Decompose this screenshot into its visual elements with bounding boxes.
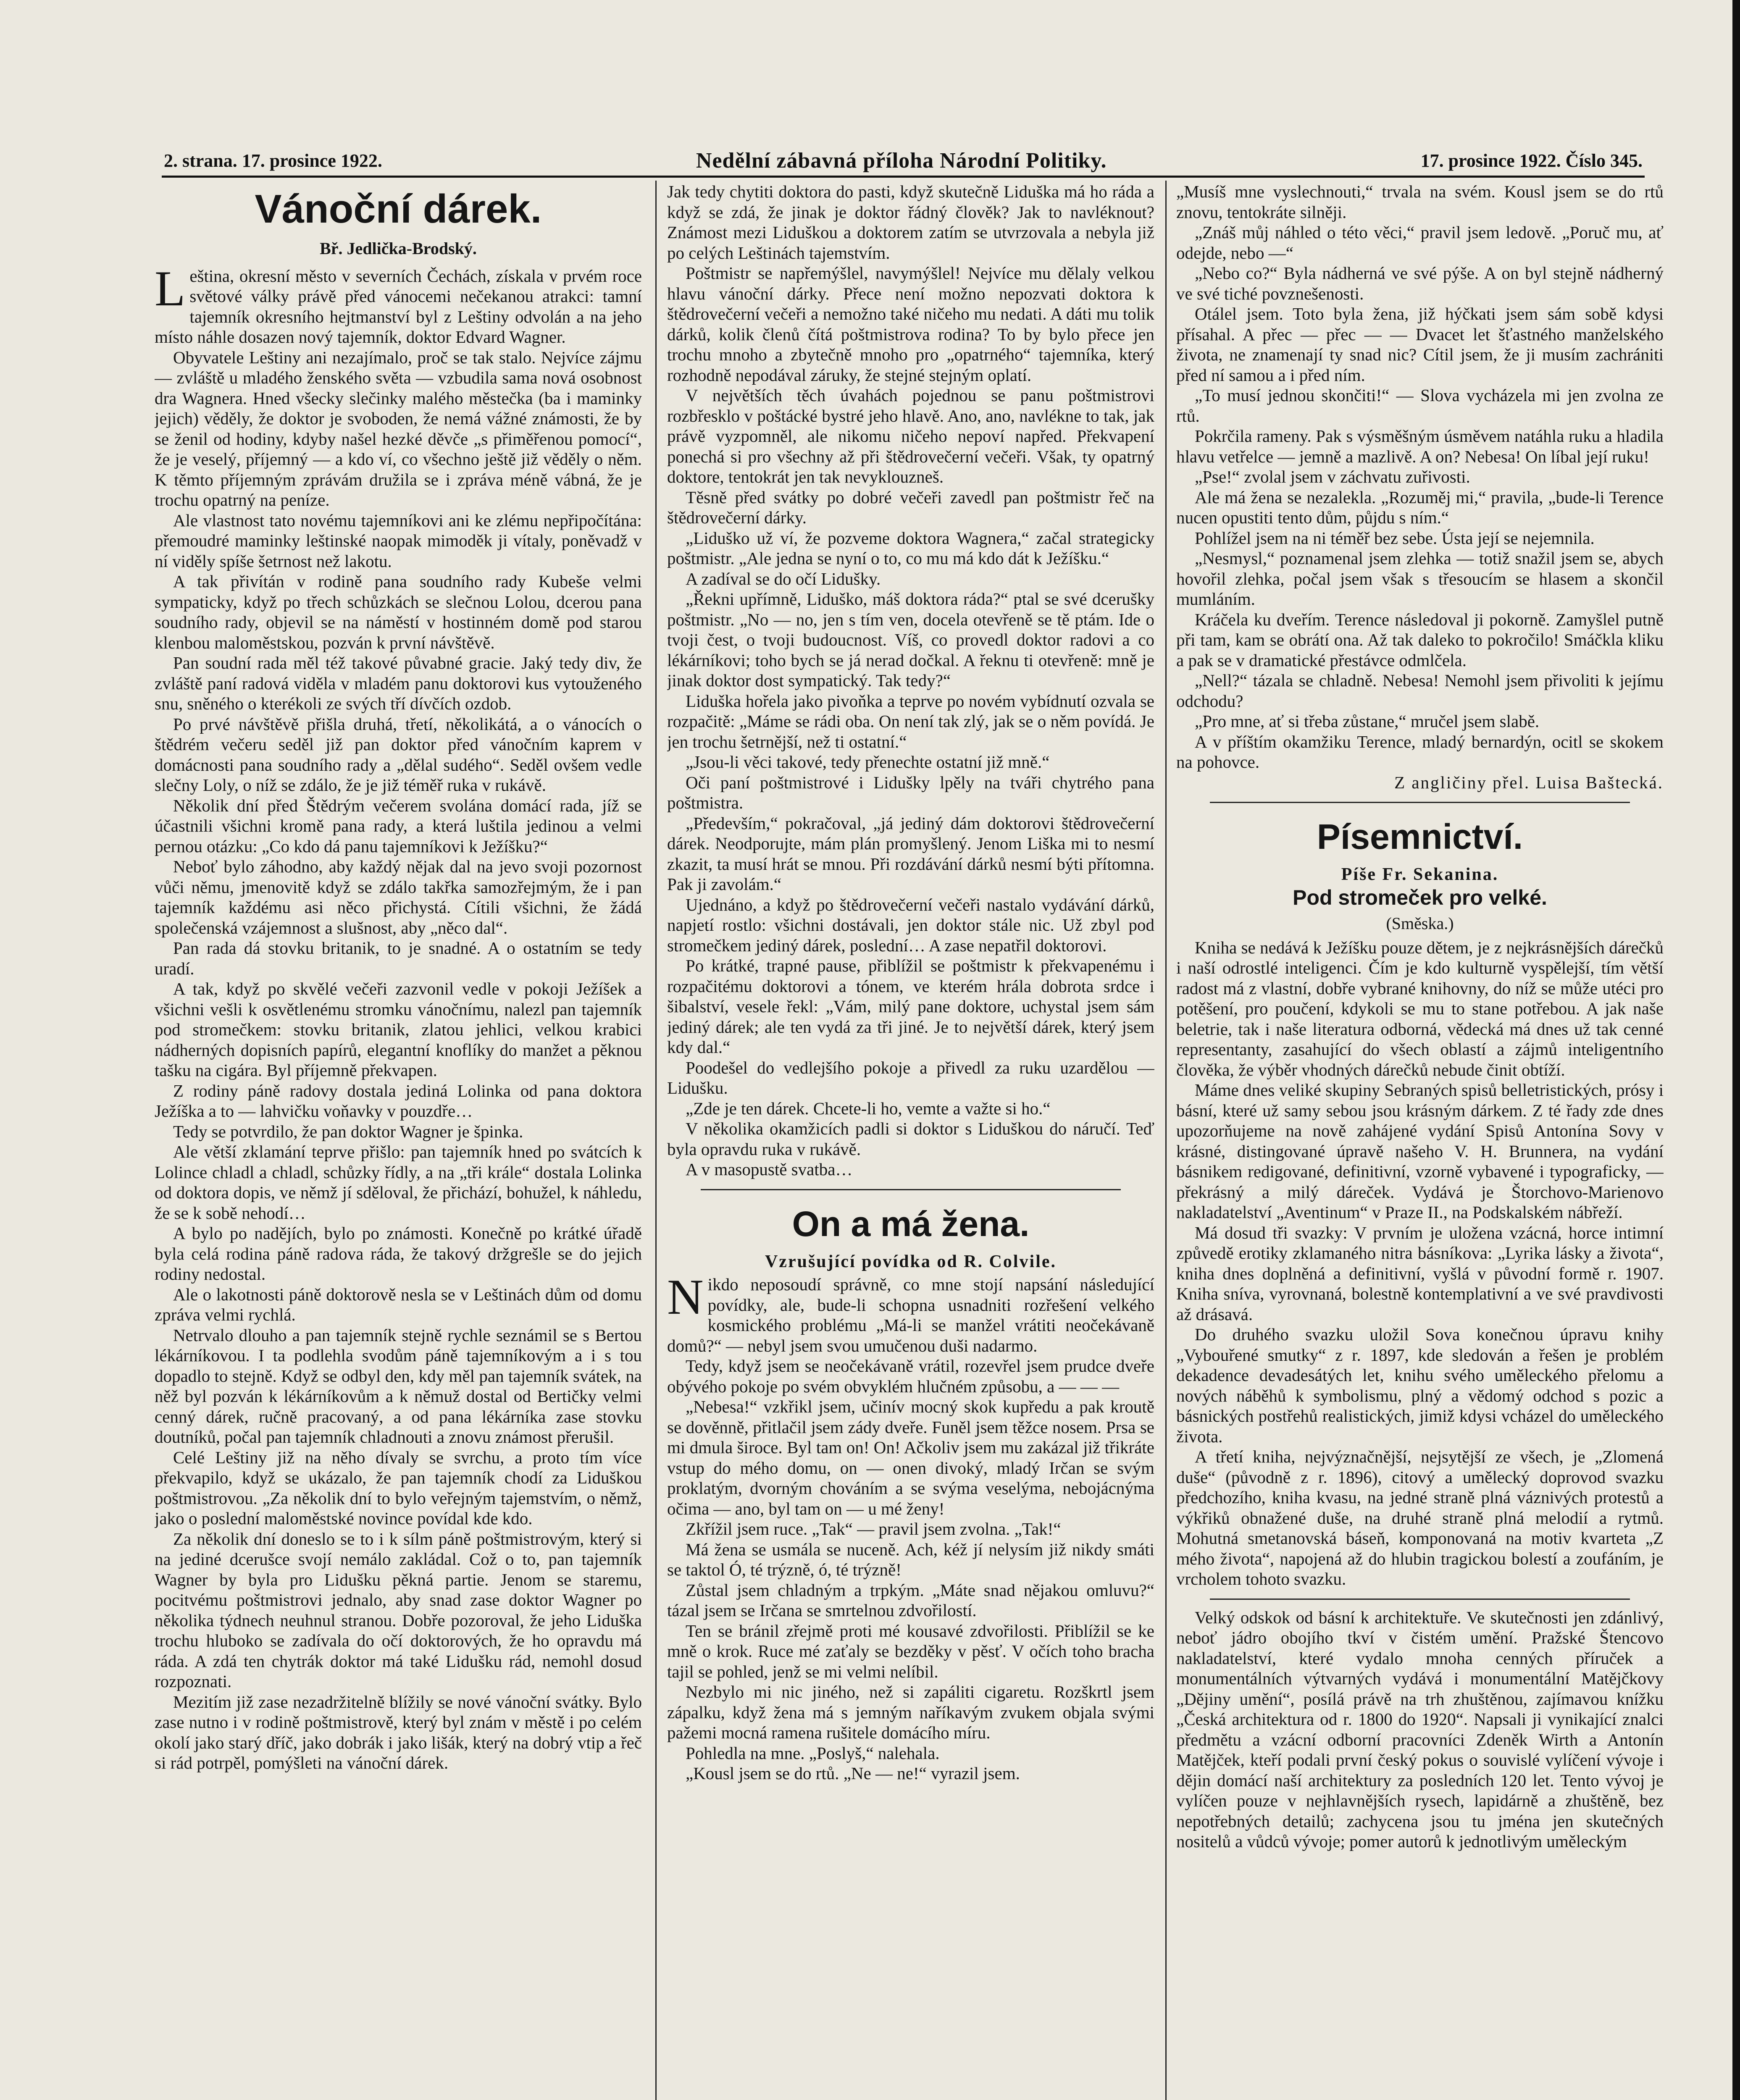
article-paragraph: Kráčela ku dveřím. Terence následoval ji pokorně. Zamyšlel putně při tam, kam se obrátí ona. Až tak daleko to pokročilo! Smáčkla kliku a pak se v dramatické přestávce odmlčela. bbox=[1176, 609, 1664, 670]
article-paragraph: Nezbylo mi nic jiného, než si zapáliti cigaretu. Rozškrtl jsem zápalku, když žena má s jemným naříkavým zvukem objala svými pažemi mocná ramena rušitele domácího míru. bbox=[667, 1682, 1154, 1742]
article-paragraph: Máme dnes veliké skupiny Sebraných spisů belletristických, prósy i básní, které už samy sebou jsou krásným dárkem. Z té řady zde dnes upozorňujeme na nově zahájené vydání Spisů Antonína Sovy v krásné, distingované úpravě našeho V. H. Brunnera, na vydání básnikem redigované, definitivní, vzorně vybavené i typograficky, — překrásný a milý dáreček. Vydává je Štorchovo-Marienovo nakladatelství „Aventinum“ v Praze II., na Podskalském nábřeží. bbox=[1176, 1080, 1664, 1222]
article-paragraph: Ale o lakotnosti páně doktorově nesla se v Leštinách dům od domu zpráva velmi rychlá. bbox=[155, 1284, 642, 1324]
article-paragraph: A v příštím okamžiku Terence, mladý bernardýn, ocitl se skokem na pohovce. bbox=[1176, 732, 1664, 772]
article-paragraph: Několik dní před Štědrým večerem svolána domácí rada, jíž se účastnili všichni kromě pana rady, a která luštila jedinou a velmi pernou otázku: „Co kdo dá panu tajemníkovi k Ježíšku?“ bbox=[155, 795, 642, 856]
article-paragraph: „Kousl jsem se do rtů. „Ne — ne!“ vyrazil jsem. bbox=[686, 1764, 1020, 1783]
article-paragraph: A v masopustě svatba… bbox=[686, 1160, 853, 1179]
article-paragraph: „Liduško už ví, že pozveme doktora Wagnera,“ začal strategicky poštmistr. „Ale jedna se nyní o to, co mu má kdo dát k Ježíšku.“ bbox=[667, 528, 1154, 568]
section-note: (Směska.) bbox=[1386, 914, 1454, 933]
article-paragraph: Jak tedy chytiti doktora do pasti, když skutečně Liduška má ho ráda a když se zdá, že jinak je doktor řádný člověk? Jak to navléknout? Známost mezi Liduškou a doktorem zatím se utvrzovala a nebyla již po celých Leštinách tajemstvím. bbox=[667, 182, 1154, 262]
translator-signature: Z angličiny přel. Luisa Baštecká. bbox=[1394, 772, 1664, 792]
column-divider bbox=[1165, 181, 1167, 2100]
article-paragraph: Pan rada dá stovku britanik, to je snadné. A o ostatním se tedy uradí. bbox=[155, 938, 642, 978]
article-paragraph: „Především,“ pokračoval, „já jediný dám doktorovi štědrovečerní dárek. Neodporujte, mám plán promyšlený. Jenom Liška mi to nesmí zkazit, ta musí hrát se mnou. Při rozdávání dárků nesmí býti přítomna. Pak ji zavolám.“ bbox=[667, 813, 1154, 894]
article-paragraph: Liduška hořela jako pivoňka a teprve po novém vybídnutí ozvala se rozpačitě: „Máme se rádi oba. On není tak zlý, jak se o něm povídá. Je jen trochu šetrnější, než ti ostatní.“ bbox=[667, 691, 1154, 751]
article-paragraph: Do druhého svazku uložil Sova konečnou úpravu knihy „Vybouřené smutky“ z r. 1897, kde sledován a řešen je problém dekadence devadesátých let, knihu svého uměleckého přelomu a nových náběhů k symbolismu, plný a vědomý odchod s pozic a básnických postřehů realistických, jimiž kdysi vcházel do uměleckého života. bbox=[1176, 1325, 1664, 1446]
article-paragraph: Tedy se potvrdilo, že pan doktor Wagner je špinka. bbox=[173, 1121, 523, 1141]
article-paragraph: Pokrčila rameny. Pak s výsměšným úsměvem natáhla ruku a hladila hlavu vetřelce — jemně a mazlivě. A on? Nebesa! On líbal její ruku! bbox=[1176, 426, 1664, 466]
header-right: 17. prosince 1922. Číslo 345. bbox=[1420, 150, 1643, 171]
column-divider bbox=[655, 181, 657, 2100]
article-paragraph: Zůstal jsem chladným a trpkým. „Máte snad nějakou omluvu?“ tázal jsem se Irčana se smrtelnou zdvořilostí. bbox=[667, 1580, 1154, 1620]
drop-cap: L bbox=[155, 260, 186, 316]
story-title: On a má žena. bbox=[792, 1204, 1030, 1244]
article-paragraph: Leština, okresní město v severních Čechách, získala v prvém roce světové války právě před vánocemi nečekanou atrakci: tamní tajemník okresního hejtmanství byl z Leštiny odvolán a na jeho místo náhle dosazen nový tajemník, doktor Edvard Wagner. bbox=[155, 260, 642, 346]
article-paragraph: Obyvatele Leštiny ani nezajímalo, proč se tak stalo. Nejvíce zájmu — zvláště u mladého ženského světa — vzbudila sama nová osobnost dra Wagnera. Hned všecky slečinky malého městečka (ba i maminky jejich) věděly, že doktor je svoboden, že nemá vážné známosti, že by se ženil od hodiny, kdyby našel hezké děvče „s přiměřenou pomocí“, že je veselý, příjemný — a kdo ví, co všechno ještě již věděly o něm. K těmto příjemným zprávám družila se i zpráva méně vábná, že je trochu opatrný na peníze. bbox=[155, 347, 642, 509]
article-paragraph: A tak přivítán v rodině pana soudního rady Kubeše velmi sympaticky, když po třech schůzkách se slečnou Lolou, dcerou pana soudního rady, objevil se na náměstí v hostinném domě pod starou klenbou maloměstskou, pozván k první návštěvě. bbox=[155, 572, 642, 652]
article-paragraph: Má žena se usmála se nuceně. Ach, kéž jí nelysím již nikdy smáti se taktol Ó, té trýzně, ó, té trýzně! bbox=[667, 1539, 1154, 1579]
drop-cap: N bbox=[667, 1269, 704, 1325]
article-paragraph: „Nesmysl,“ poznamenal jsem zlehka — totiž snažil jsem se, abych hovořil zlehka, počal jsem však s třesoucím se hlasem a skončil mumláním. bbox=[1176, 549, 1664, 609]
article-paragraph: A tak, když po skvělé večeři zazvonil vedle v pokoji Ježíšek a všichni vešli k osvětlenému stromku vánočnímu, nalezl pan tajemník pod stromečkem: stovku britanik, zlatou jehlici, velkou krabici nádherných dopisních papírů, elegantní knoflíky do manžet a pěknou tašku na cigára. Byl příjemně překvapen. bbox=[155, 979, 642, 1080]
section-subtitle: Pod stromeček pro velké. bbox=[1293, 885, 1547, 909]
story-subtitle: Vzrušující povídka od R. Colvile. bbox=[765, 1252, 1057, 1271]
article-paragraph: Pohledla na mne. „Poslyš,“ nalehala. bbox=[686, 1743, 940, 1763]
column-1 bbox=[155, 181, 642, 2100]
article-paragraph: Má dosud tři svazky: V prvním je uložena vzácná, horce intimní způvedě erotiky zklamaného nitra básníkova: „Lyrika lásky a života“, kniha dnes doplněná a definitivní, vyšlá v původní formě r. 1907. Kniha sníva, vyrovnaná, bolestně kontemplativní a ve své pravdivosti až drásavá. bbox=[1176, 1223, 1664, 1324]
article-paragraph: „Musíš mne vyslechnouti,“ trvala na svém. Kousl jsem se do rtů znovu, tentokráte silněji. bbox=[1176, 182, 1664, 222]
article-paragraph: Oči paní poštmistrové i Lidušky lpěly na tváři chytrého pana poštmistra. bbox=[667, 772, 1154, 812]
article-paragraph: Pohlížel jsem na ni téměř bez sebe. Ústa její se nejemnila. bbox=[1195, 528, 1595, 548]
article-paragraph: Kniha se nedává k Ježíšku pouze dětem, je z nejkrásnějších dárečků i naší odrostlé inteligenci. Čím je kdo kulturně vyspělejší, tím větší radost má z vlastní, dobře vybrané knihovny, do níž se může utéci pro potěšení, pro poučení, kdykoli se mu to stane potřebou. A jak naše beletrie, tak i naše literatura odborná, vědecká má dnes už tak cenné representanty, zasahující do všech oblastí a zájmů inteligentního člověka, že výběr vhodných dárečků nebude činit obtíží. bbox=[1176, 937, 1664, 1079]
article-paragraph: Neboť bylo záhodno, aby každý nějak dal na jevo svoji pozornost vůči němu, jmenovitě když se zdálo takřka samozřejmým, že i pan tajemník každému asi něco přichystá. Cítili všichni, že žádá společenská vzájemnost a slušnost, aby „něco dal“. bbox=[155, 857, 642, 937]
article-paragraph: Těsně před svátky po dobré večeři zavedl pan poštmistr řeč na štědrovečerní dárky. bbox=[667, 487, 1154, 527]
article-paragraph: V několika okamžicích padli si doktor s Liduškou do náručí. Teď byla opravdu ruka v rukávě. bbox=[667, 1119, 1154, 1159]
article-paragraph: Netrvalo dlouho a pan tajemník stejně rychle seznámil se s Bertou lékárníkovou. I ta podlehla svodům páně tajemníkovým a i s tou dopadlo to stejně. Když se odbyl den, kdy měl pan tajemník svátek, na něž byl pozván k lékárníkovům a k němuž dostal od Bertičky velmi cenný dárek, ručně pracovaný, a od pana lékárníka zase stovku doutníků, počal pan tajemník chladnouti a znovu známost přerušil. bbox=[155, 1325, 642, 1446]
column-3 bbox=[1176, 181, 1664, 2100]
article-paragraph: „Pse!“ zvolal jsem v záchvatu zuřivosti. bbox=[1195, 467, 1470, 486]
article-paragraph: Pan soudní rada měl též takové půvabné gracie. Jaký tedy div, že zvláště paní radová viděla v mladém panu doktorovi kus vytouženého snu, sněného o kterékoli ze svých tří dívčích ozdob. bbox=[155, 653, 642, 713]
article-paragraph: „Nebo co?“ Byla nádherná ve své pýše. A on byl stejně nádherný ve své tiché povznešenosti. bbox=[1176, 263, 1664, 303]
article-paragraph: Ujednáno, a když po štědrovečerní večeři nastalo vydávání dárků, napjetí rostlo: všichni dostávali, jen doktor stále nic. Už zbyl pod stromečkem jediný dárek, poslední… A zase nepatřil doktorovi. bbox=[667, 895, 1154, 955]
article-paragraph: Ale má žena se nezalekla. „Rozuměj mi,“ pravila, „bude-li Terence nucen opustiti tento dům, půjdu s ním.“ bbox=[1176, 487, 1664, 527]
article-paragraph: Zkřížil jsem ruce. „Tak“ — pravil jsem zvolna. „Tak!“ bbox=[686, 1519, 1061, 1538]
article-title: Vánoční dárek. bbox=[255, 186, 542, 231]
article-paragraph: Za několik dní doneslo se to i k sílm páně poštmistrovým, který si na jediné dcerušce svojí nemálo zakládal. Což o to, pan tajemník Wagner by byla pro Lidušku pěkná partie. Jenom se staremu, pocitvému poštmistrovi jednalo, aby snad zase doktor Wagner po několika týdnech neuhnul stranou. Dobře pozoroval, že jeho Liduška trochu hluboko se zadívala do očí doktorových, že ho opravdu má ráda. A zdá ten chytrák doktor má také Lidušku rád, nemohl dosud rozpoznati. bbox=[155, 1529, 642, 1691]
article-byline: Bř. Jedlička-Brodský. bbox=[320, 239, 477, 258]
scan-border bbox=[1732, 0, 1740, 2100]
article-paragraph: „To musí jednou skončiti!“ — Slova vycházela mi jen zvolna ze rtů. bbox=[1176, 386, 1664, 425]
section-author: Píše Fr. Sekanina. bbox=[1341, 865, 1499, 884]
article-paragraph: Ale vlastnost tato novému tajemníkovi ani ke zlému nepřipočítána: přemoudré maminky leštinské naopak mimoděk ji vítaly, poněvadž v ní viděly spíše šetrnost než lakotu. bbox=[155, 510, 642, 571]
header-rule bbox=[162, 176, 1645, 178]
article-paragraph: A třetí kniha, nejvýznačnější, nejsytější ze všech, je „Zlomená duše“ (původně z r. 1896), citový a umělecký doprovod svazku předchozího, kniha kvasu, na jedné straně plná váznivých protestů a výkřiků obnažené duše, na druhé straně plná melodií a rytmů. Mohutná smetanovská báseň, komponovaná na motiv kvarteta „Z mého života“, napojená až do hlubin tragickou bolestí a zoufáním, je vrcholem tohoto svazku. bbox=[1176, 1447, 1664, 1588]
article-paragraph: Ten se bránil zřejmě proti mé kousavé zdvořilosti. Přiblížil se ke mně o krok. Ruce mé zaťaly se bezděky v pěsť. V očích toho bracha tajil se pohled, jenž se mi velmi nelíbil. bbox=[667, 1621, 1154, 1681]
article-paragraph: Celé Leštiny již na něho dívaly se svrchu, a proto tím více překvapilo, když se ukázalo, že pan tajemník chodí za Liduškou poštmistrovou. „Za několik dní to bylo veřejným tajemstvím, o němž, jako o poslední maloměstské novince povídal kde kdo. bbox=[155, 1447, 642, 1528]
article-paragraph: „Nell?“ tázala se chladně. Nebesa! Nemohl jsem přivoliti k jejímu odchodu? bbox=[1176, 671, 1664, 711]
article-paragraph: Poštmistr se napřemýšlel, navymýšlel! Nejvíce mu dělaly velkou hlavu vánoční dárky. Přece není možno nepozvati doktora k štědrovečerní večeři a nemožno také ničeho mu nedati. A dáti mu tolik dárků, kolik členů čítá poštmistrova rodina? To by bylo přece jen trochu mnoho a zbytečně mnoho pro „opatrného“ tajemníka, který rozhodně nepodával záruky, že stejné stejným oplatí. bbox=[667, 263, 1154, 385]
section-title: Písemnictví. bbox=[1317, 817, 1523, 856]
section-divider bbox=[1210, 802, 1630, 803]
section-divider bbox=[1210, 1599, 1630, 1600]
article-paragraph: Tedy, když jsem se neočekávaně vrátil, rozevřel jsem prudce dveře obývého pokoje po svém obvyklém hlučném způsobu, a — — — bbox=[667, 1356, 1154, 1396]
column-2 bbox=[667, 181, 1154, 2100]
header-masthead: Nedělní zábavná příloha Národní Politiky. bbox=[696, 148, 1107, 173]
article-paragraph: Nikdo neposoudí správně, co mne stojí napsání následující povídky, ale, bude-li schopna usnadniti rozřešení velkého kosmického problému „Má-li se manžel vrátiti neočekávaně domů?“ — nebyl jsem svou umučenou duši nadarmo. bbox=[667, 1269, 1154, 1355]
article-paragraph: „Zde je ten dárek. Chcete-li ho, vemte a važte si ho.“ bbox=[686, 1098, 1051, 1118]
article-paragraph: Velký odskok od básní k architektuře. Ve skutečnosti jen zdánlivý, neboť jádro obojího tkví v čistém umění. Pražské Štencovo nakladatelství, které vydalo mnoha cenných příruček a monumentálních výtvarných vydává i monumentální Matějčkovy „Dějiny umění“, posílá právě na trh zhuštěnou, zajímavou knížku „Česká architektura od r. 1800 do 1920“. Napsali ji vynikající znalci předmětu a vzácní odborní pracovníci Zdeněk Wirth a Antonín Matějček, kteří podali první český pokus o souvislé vylíčení vývoje i dějin domácí naší architektury za posledních 120 let. Tento vývoj je vylíčen pouze v nejhlavnějších rysech, lapidárně a zhuštěně, bez nepotřebných detailů; zachycena jsou tu jména jen skutečných nositelů a vůdců vývoje; pomer autorů k jednotlivým uměleckým bbox=[1176, 1607, 1664, 1851]
article-paragraph: „Nebesa!“ vzkřikl jsem, učinív mocný skok kupředu a pak kroutě se dověnně, přitlačil jsem zády dveře. Funěl jsem těžce nosem. Prsa se mi dmula široce. Byl tam on! On! Ačkoliv jsem mu zakázal již třikráte vstup do mého domu, on — onen divoký, mladý Irčan se svým proklatým, dvorným chováním a se svýma veselýma, nebojácnýma očima — ano, byl tam on — u mé ženy! bbox=[667, 1397, 1154, 1518]
article-paragraph: Ale větší zklamání teprve přišlo: pan tajemník hned po svátcích k Lolince chladl a chladl, schůzky řídly, a na „tři krále“ dostala Lolinka od doktora dopis, ve němž jí sděloval, že přichází, bohužel, k náhledu, že se k sobě nehodí… bbox=[155, 1142, 642, 1223]
article-paragraph: „Jsou-li věci takové, tedy přenechte ostatní již mně.“ bbox=[686, 752, 1050, 772]
page-header bbox=[164, 148, 1643, 173]
article-paragraph: Po krátké, trapné pause, přiblížil se poštmistr k překvapenému i rozpačitému doktorovi a tónem, ve kterém hrála dobrota srdce i šibalství, vesele řekl: „Vám, milý pane doktore, uchystal jsem sám jediný dárek; ale ten vydá za tři jiné. Je to největší dárek, který jsem kdy dal.“ bbox=[667, 956, 1154, 1057]
article-paragraph: Otálel jsem. Toto byla žena, již hýčkati jsem sám sobě kdysi přísahal. A přec — přec — — Dvacet let šťastného manželského života, ne znamenají ty snad nic? Cítil jsem, že ji musím zachrániti před ní samou a i před ním. bbox=[1176, 304, 1664, 385]
article-paragraph: „Řekni upřímně, Liduško, máš doktora ráda?“ ptal se své dcerušky poštmistr. „No — no, jen s tím ven, docela otevřeně se tě ptám. Ide o tvoji čest, o tvoji budoucnost. Víš, co provedl doktor radovi a co lékárníkovi; toho bych se já nerad dočkal. A řeknu ti otevřeně: mně je jinak doktor dost sympatický. Tak tedy?“ bbox=[667, 589, 1154, 690]
article-paragraph: A zadíval se do očí Lidušky. bbox=[686, 569, 881, 588]
article-paragraph: „Znáš můj náhled o této věci,“ pravil jsem ledově. „Poruč mu, ať odejde, nebo —“ bbox=[1176, 223, 1664, 262]
article-paragraph: V největších těch úvahách pojednou se panu poštmistrovi rozbřesklo v poštácké bystré jeho hlavě. Ano, ano, navlékne to tak, jak právě vyzpomněl, ale nikomu ničeho nepoví napřed. Překvapení ponechá si pro všechny až při štědrovečerní večeři. Však, ty opatrný doktore, tentokrát jen tak nevyklouzneš. bbox=[667, 386, 1154, 486]
section-divider bbox=[701, 1189, 1121, 1190]
article-paragraph: „Pro mne, ať si třeba zůstane,“ mručel jsem slabě. bbox=[1195, 711, 1540, 731]
article-paragraph: Mezitím již zase nezadržitelně blížily se nové vánoční svátky. Bylo zase nutno i v rodině poštmistrově, který byl znám v městě i po celém okolí jako starý dříč, jako dobrák i jako lišák, který na dobrý vtip a řeč si rád potrpěl, pomýšleti na vánoční dárek. bbox=[155, 1692, 642, 1772]
article-paragraph: Z rodiny páně radovy dostala jediná Lolinka od pana doktora Ježíška a to — lahvičku voňavky v pouzdře… bbox=[155, 1081, 642, 1121]
article-paragraph: Po prvé návštěvě přišla druhá, třetí, několikátá, a o vánocích o štědrém večeru seděl již pan doktor před vánočním kaprem v domácnosti pana soudního rady a „dělal sudého“. Seděl ovšem vedle slečny Loly, o níž se zdálo, že je již téměř ruka v rukávě. bbox=[155, 714, 642, 795]
article-paragraph: A bylo po nadějích, bylo po známosti. Konečně po krátké úřadě byla celá rodina páně radova ráda, že takový držgrešle se do jejich rodiny nedostal. bbox=[155, 1223, 642, 1284]
article-paragraph: Poodešel do vedlejšího pokoje a přivedl za ruku uzardělou — Lidušku. bbox=[667, 1058, 1154, 1097]
header-left: 2. strana. 17. prosince 1922. bbox=[164, 150, 382, 171]
